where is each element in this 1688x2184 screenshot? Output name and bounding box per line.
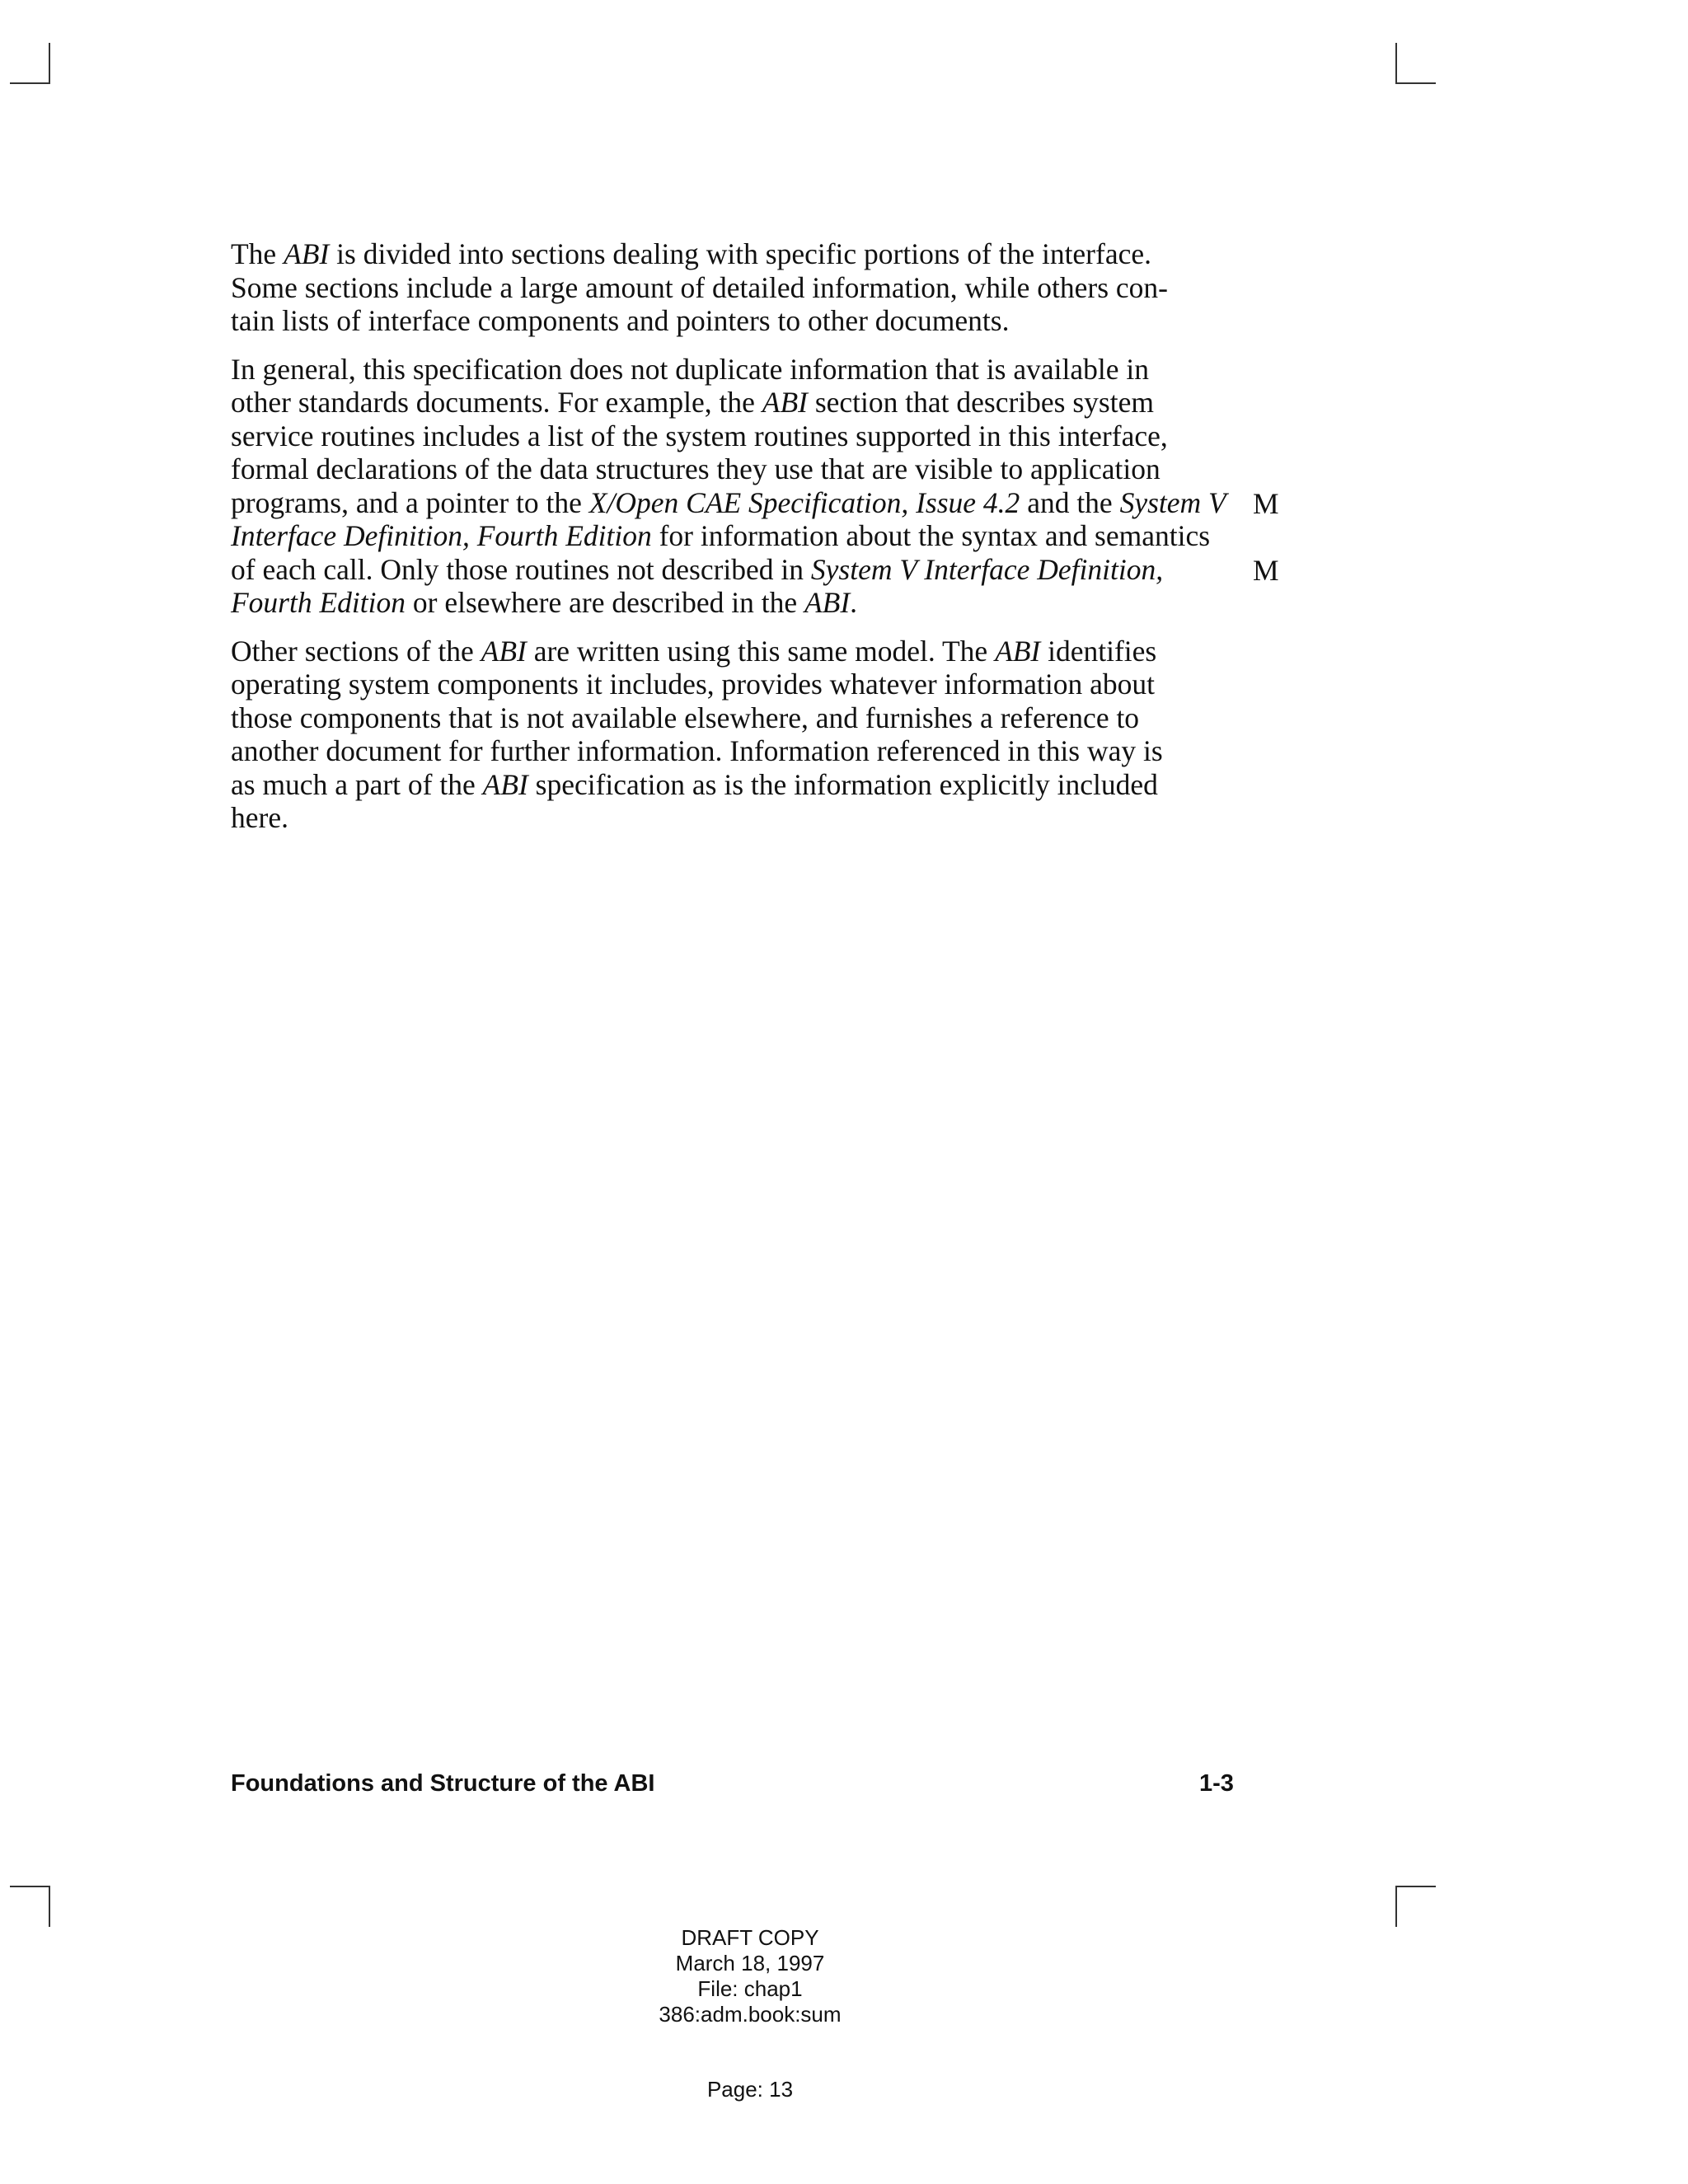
italic-text-run: System V Interface Definition,	[810, 552, 1164, 586]
text-run: identifies	[1040, 634, 1157, 668]
margin-change-mark: M	[1253, 554, 1279, 587]
italic-text-run: System V	[1119, 485, 1226, 519]
text-run: .	[850, 586, 858, 619]
draft-date: March 18, 1997	[675, 1951, 825, 1975]
text-run: is divided into sections dealing with specific portions of the interface.	[329, 237, 1151, 270]
text-line	[231, 237, 1253, 271]
text-line	[231, 668, 1253, 701]
italic-text-run: ABI	[482, 767, 528, 801]
text-line	[231, 452, 1253, 486]
text-run: for information about the syntax and semantics	[651, 519, 1211, 552]
crop-mark-top-left-v	[49, 43, 50, 84]
draft-book-path: 386:adm.book:sum	[659, 2002, 842, 2027]
crop-mark-bottom-left-h	[10, 1886, 50, 1887]
page-number: Page: 13	[706, 2077, 794, 2102]
margin-change-mark: M	[1253, 487, 1279, 520]
text-line	[231, 486, 1253, 520]
paragraph	[231, 353, 1253, 620]
text-run: service routines includes a list of the system routines supported in this interface,	[231, 419, 1168, 452]
text-line	[231, 386, 1253, 419]
text-run: of each call. Only those routines not described in	[231, 552, 811, 586]
paragraph	[231, 635, 1253, 835]
italic-text-run: Fourth Edition	[231, 586, 406, 619]
text-run: here.	[231, 801, 288, 834]
text-run: or elsewhere are described in the	[406, 586, 804, 619]
text-run: section that describes system	[807, 386, 1154, 419]
text-run: In general, this specification does not duplicate information that is available in	[231, 352, 1149, 386]
text-run: operating system components it includes, provides whatever information about	[231, 668, 1155, 701]
text-line	[231, 734, 1253, 768]
text-run: another document for further information. Information referenced in this way is	[231, 734, 1163, 767]
italic-text-run: ABI	[995, 634, 1041, 668]
text-line	[231, 419, 1253, 453]
italic-text-run: ABI	[284, 237, 330, 270]
text-run: tain lists of interface components and pointers to other documents.	[231, 304, 1010, 337]
text-run: are written using this same model. The	[526, 634, 996, 668]
text-line	[231, 304, 1253, 338]
footer-title: Foundations and Structure of the ABI	[231, 1770, 655, 1797]
text-run: Other sections of the	[231, 634, 481, 668]
text-run: other standards documents. For example, the	[231, 386, 762, 419]
text-line	[231, 353, 1253, 387]
text-run: those components that is not available elsewhere, and furnishes a reference to	[231, 701, 1140, 734]
crop-mark-bottom-left-v	[49, 1886, 50, 1927]
text-line	[231, 271, 1253, 305]
text-run: formal declarations of the data structures they use that are visible to application	[231, 452, 1160, 485]
crop-mark-top-right-v	[1395, 43, 1397, 84]
text-line	[231, 553, 1253, 587]
body-text	[231, 237, 1253, 850]
paragraph	[231, 237, 1253, 338]
text-run: specification as is the information explicitly included	[528, 767, 1158, 801]
text-run: The	[231, 237, 284, 270]
text-run: as much a part of the	[231, 767, 483, 801]
italic-text-run: Interface Definition, Fourth Edition	[231, 519, 652, 552]
text-line	[231, 635, 1253, 668]
text-line	[231, 586, 1253, 620]
draft-info	[577, 1925, 923, 2027]
italic-text-run: ABI	[481, 634, 527, 668]
italic-text-run: ABI	[804, 586, 851, 619]
text-line	[231, 701, 1253, 735]
crop-mark-top-right-h	[1395, 82, 1436, 84]
text-run: programs, and a pointer to the	[231, 485, 589, 519]
draft-file: File: chap1	[697, 1976, 803, 2001]
text-run: Some sections include a large amount of detailed information, while others con-	[231, 270, 1169, 304]
crop-mark-top-left-h	[10, 82, 50, 84]
draft-label: DRAFT COPY	[681, 1925, 819, 1950]
footer-page-ref: 1-3	[1199, 1770, 1234, 1797]
crop-mark-bottom-right-h	[1395, 1886, 1436, 1887]
italic-text-run: X/Open CAE Specification, Issue 4.2	[588, 485, 1020, 519]
crop-mark-bottom-right-v	[1395, 1886, 1397, 1927]
italic-text-run: ABI	[762, 386, 808, 419]
text-line	[231, 519, 1253, 553]
text-run: and the	[1020, 485, 1120, 519]
text-line	[231, 768, 1253, 802]
text-line	[231, 801, 1253, 835]
